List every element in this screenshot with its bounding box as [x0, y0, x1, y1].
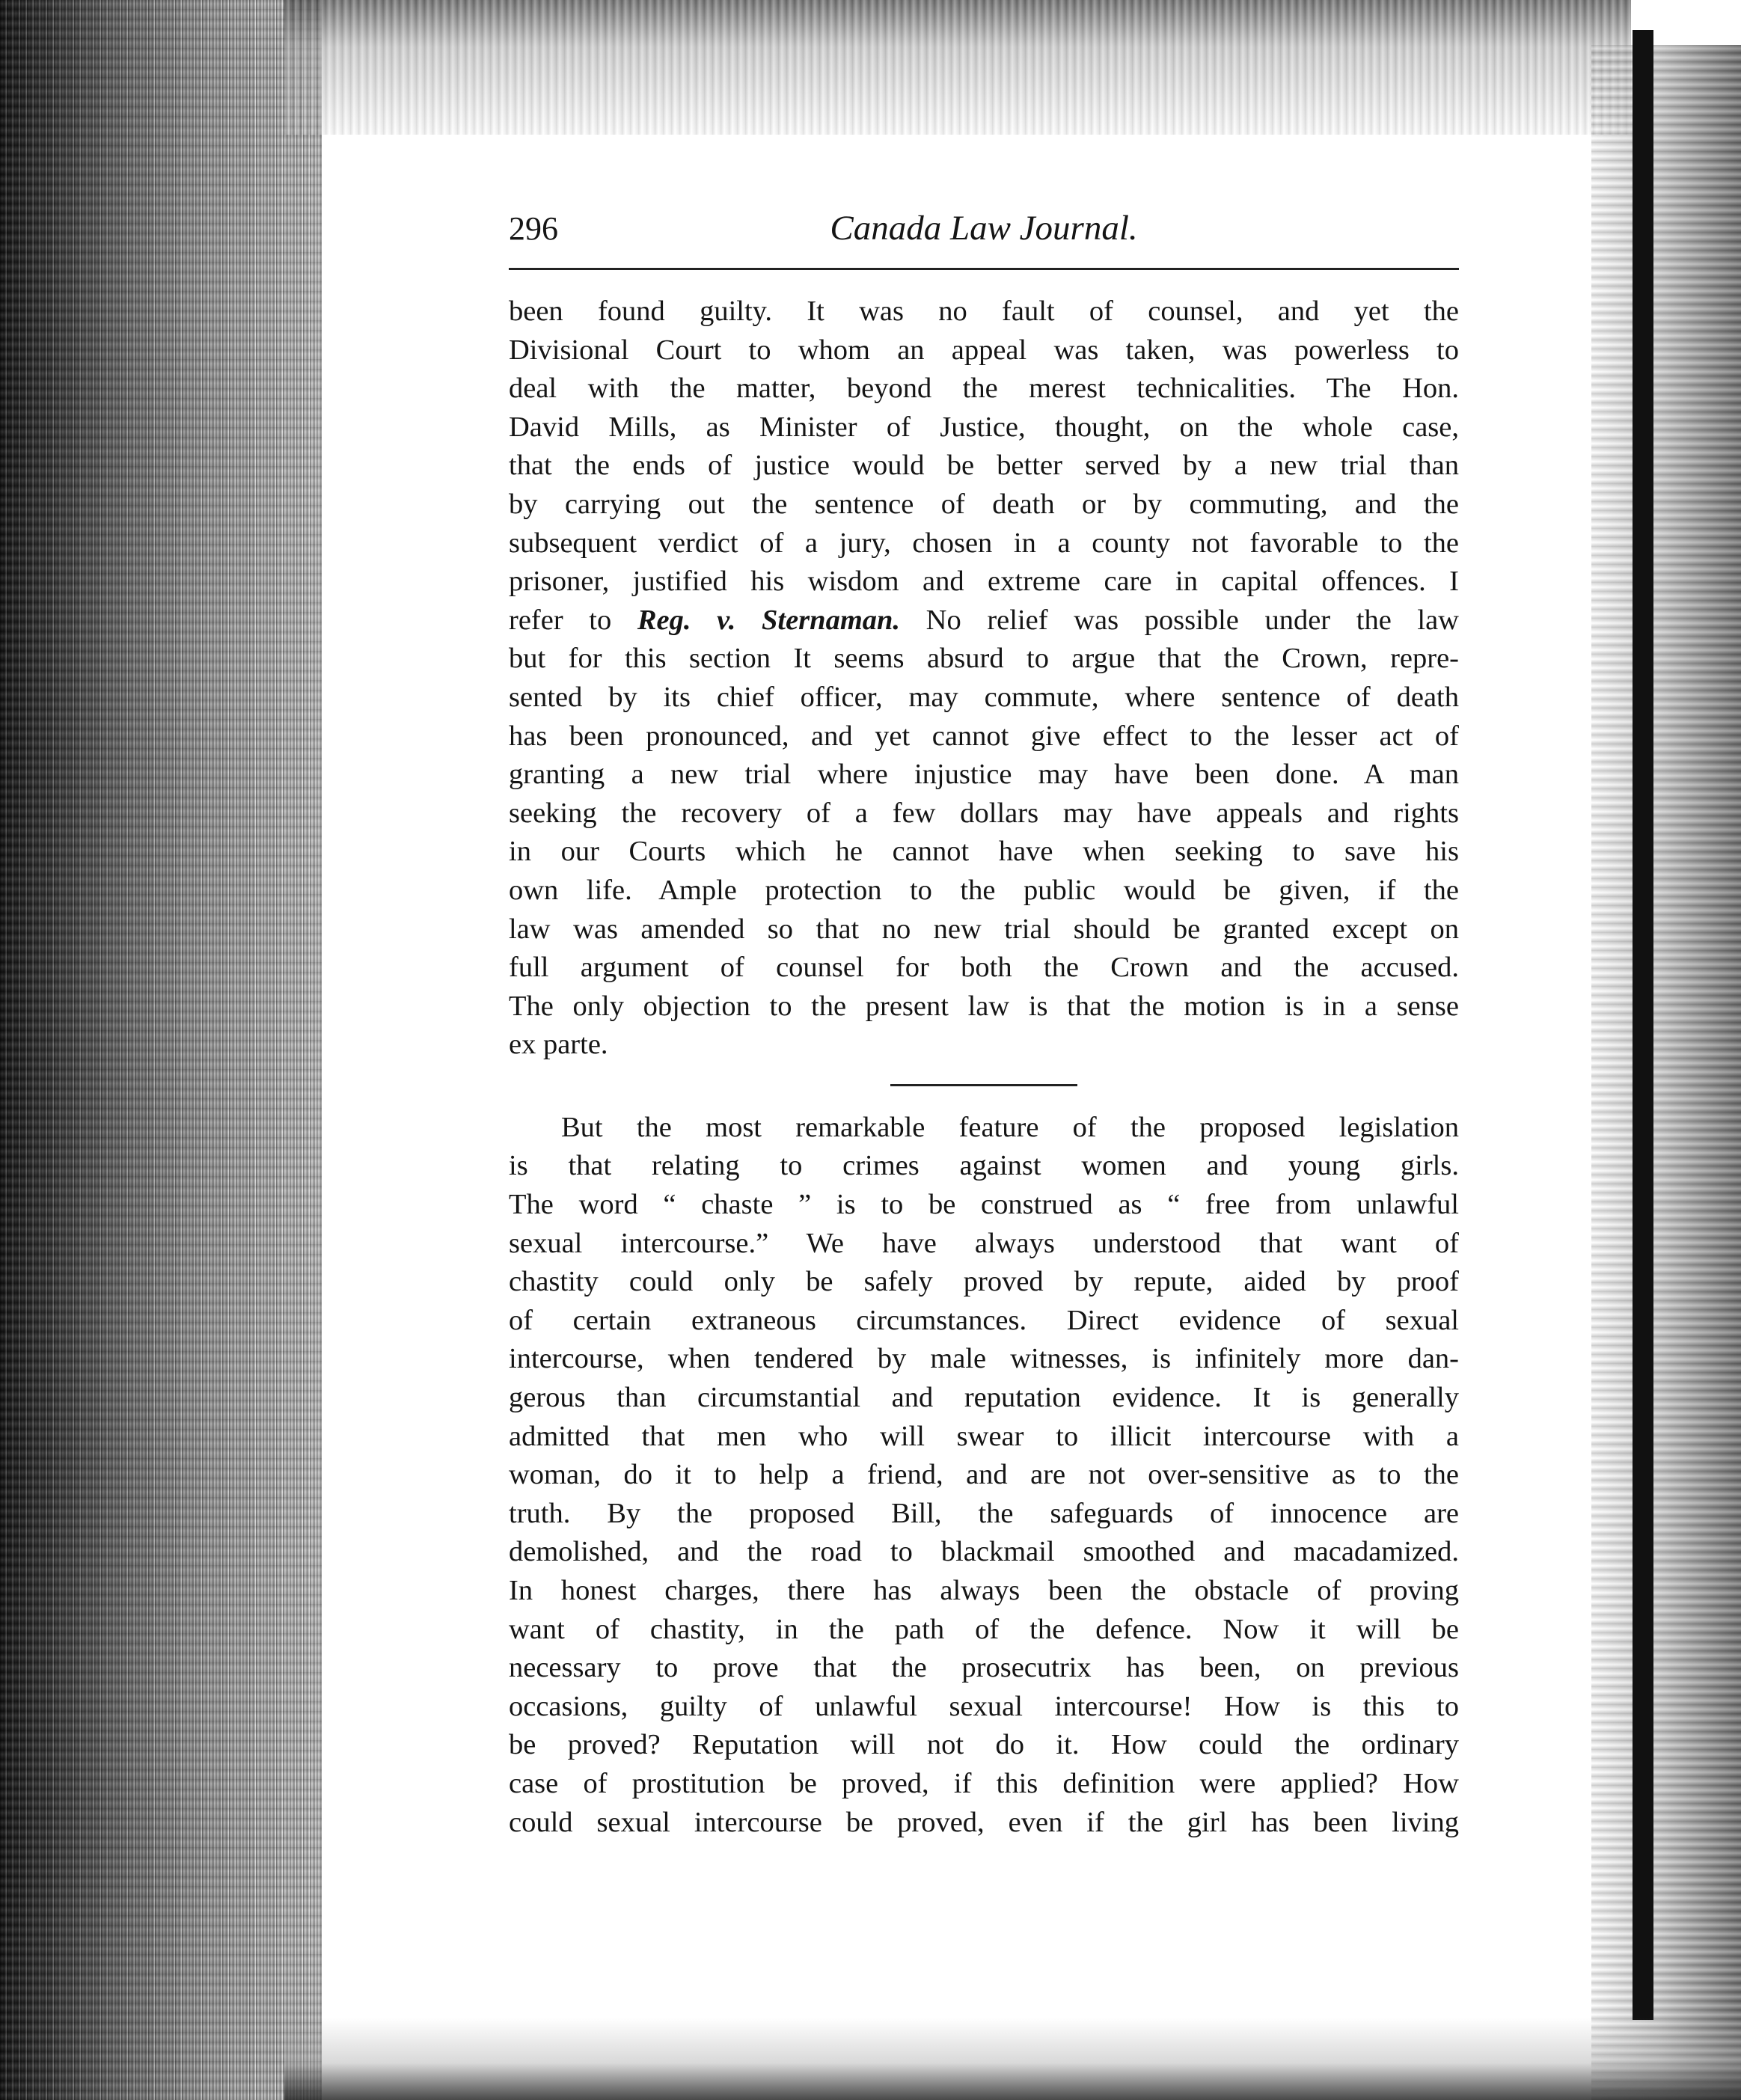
text-line: David Mills, as Minister of Justice, thought, on the whole case, [509, 411, 1459, 443]
text-line: by carrying out the sentence of death or by commuting, and the [509, 488, 1459, 520]
scan-shadow-top [284, 0, 1631, 135]
paragraph-2 [509, 1109, 1459, 1842]
text-line: that the ends of justice would be better served by a new trial than [509, 450, 1459, 482]
page-number: 296 [509, 210, 558, 247]
text-line: Divisional Court to whom an appeal was taken, was powerless to [509, 334, 1459, 366]
text-line: chastity could only be safely proved by repute, aided by proof [509, 1266, 1459, 1298]
case-citation: Reg. v. Sternaman. [637, 604, 901, 636]
text-line: The only objection to the present law is that the motion is in a sense [509, 990, 1459, 1022]
scan-shadow-right [1591, 45, 1741, 2100]
text-fragment: refer to [509, 604, 637, 636]
text-line: admitted that men who will swear to illicit intercourse with a [509, 1420, 1459, 1452]
text-line: deal with the matter, beyond the merest technicalities. The Hon. [509, 373, 1459, 405]
text-line: gerous than circumstantial and reputation evidence. It is generally [509, 1382, 1459, 1414]
text-line: could sexual intercourse be proved, even if the girl has been living [509, 1806, 1459, 1838]
section-divider [890, 1084, 1077, 1086]
text-line: has been pronounced, and yet cannot give effect to the lesser act of [509, 720, 1459, 752]
text-line: truth. By the proposed Bill, the safeguards of innocence are [509, 1497, 1459, 1529]
text-line: In honest charges, there has always been the obstacle of proving [509, 1575, 1459, 1606]
text-line: demolished, and the road to blackmail smoothed and macadamized. [509, 1536, 1459, 1568]
text-line: prisoner, justified his wisdom and extreme care in capital offences. I [509, 566, 1459, 598]
text-line: sented by its chief officer, may commute, where sentence of death [509, 681, 1459, 713]
scan-shadow-bottom [284, 2018, 1741, 2100]
text-line: granting a new trial where injustice may have been done. A man [509, 759, 1459, 791]
paragraph-1 [509, 293, 1459, 1065]
text-line: subsequent verdict of a jury, chosen in a county not favorable to the [509, 527, 1459, 559]
journal-title: Canada Law Journal. [830, 209, 1138, 248]
text-line: woman, do it to help a friend, and are not over-sensitive as to the [509, 1459, 1459, 1491]
text-line: been found guilty. It was no fault of counsel, and yet the [509, 296, 1459, 327]
scan-shadow-left [0, 0, 322, 2100]
text-line: be proved? Reputation will not do it. How could the ordinary [509, 1729, 1459, 1761]
text-line: own life. Ample protection to the public would be given, if the [509, 874, 1459, 906]
text-line: case of prostitution be proved, if this definition were applied? How [509, 1767, 1459, 1799]
text-line: sexual intercourse.” We have always understood that want of [509, 1227, 1459, 1259]
text-line: full argument of counsel for both the Crown and the accused. [509, 952, 1459, 984]
text-fragment: No relief was possible under the law [900, 604, 1459, 636]
text-line: The word “ chaste ” is to be construed as “ free from unlawful [509, 1189, 1459, 1221]
text-line: seeking the recovery of a few dollars may have appeals and rights [509, 797, 1459, 829]
text-line: intercourse, when tendered by male witnesses, is infinitely more dan- [509, 1343, 1459, 1375]
text-line: want of chastity, in the path of the defence. Now it will be [509, 1613, 1459, 1645]
text-line: is that relating to crimes against women and young girls. [509, 1150, 1459, 1182]
running-head [509, 209, 1459, 270]
text-line: occasions, guilty of unlawful sexual intercourse! How is this to [509, 1690, 1459, 1722]
text-line: but for this section It seems absurd to argue that the Crown, repre- [509, 643, 1459, 675]
text-line: necessary to prove that the prosecutrix has been, on previous [509, 1652, 1459, 1684]
text-line: of certain extraneous circumstances. Direct evidence of sexual [509, 1304, 1459, 1336]
page-content [509, 209, 1459, 1842]
text-line: But the most remarkable feature of the proposed legislation [561, 1111, 1459, 1143]
text-line: in our Courts which he cannot have when seeking to save his [509, 836, 1459, 868]
text-line: law was amended so that no new trial should be granted except on [509, 913, 1459, 945]
text-line: ex parte. [509, 1029, 608, 1061]
text-line-case-citation [509, 601, 1459, 640]
scan-page-edge-bar [1633, 30, 1653, 2020]
